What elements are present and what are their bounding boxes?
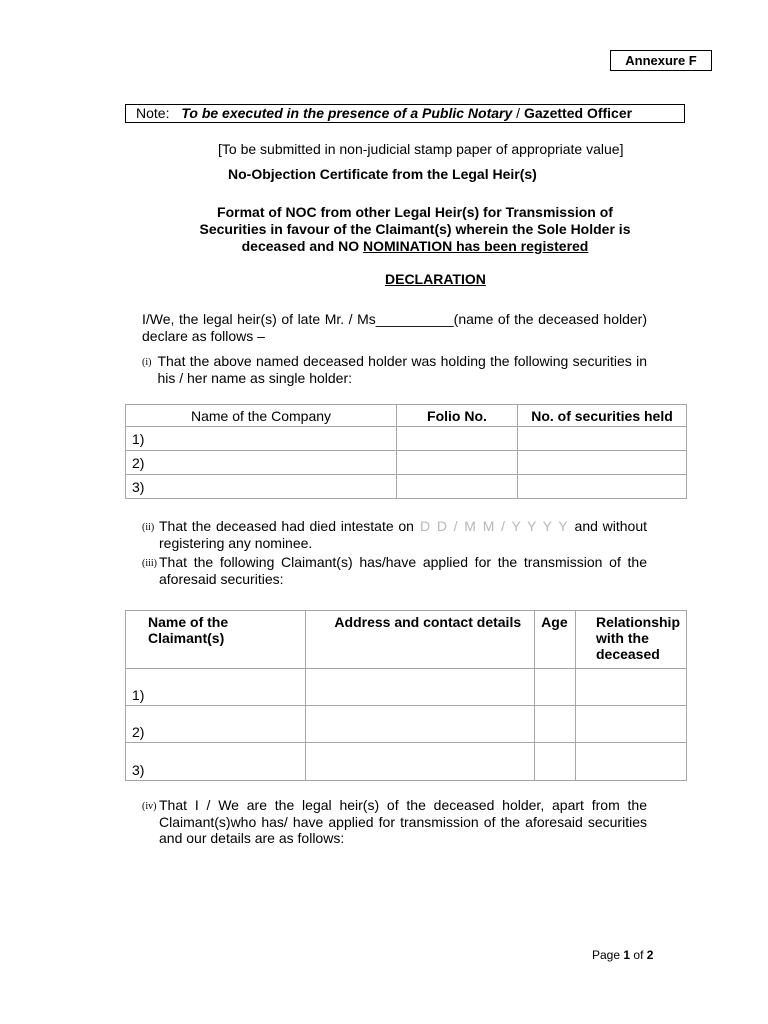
row-number: 2) [126, 706, 306, 743]
item-1-text: That the above named deceased holder was holding the following securities in his / her name as single holder: [157, 353, 647, 386]
item-3-text: That the following Claimant(s) has/have applied for the transmission of the aforesaid securities: [159, 554, 647, 587]
item-2 [142, 518, 647, 551]
item-3-number: (iii) [142, 558, 157, 569]
note-separator: / [512, 105, 524, 121]
row-number: 3) [126, 743, 306, 781]
relationship-cell[interactable] [575, 669, 686, 706]
table-row [126, 427, 687, 451]
col-securities-held: No. of securities held [518, 405, 687, 427]
folio-cell[interactable] [397, 451, 518, 475]
item-3 [142, 554, 647, 587]
item-2-text-1: That the deceased had died intestate on [159, 518, 414, 534]
note-label: Note: [136, 105, 170, 121]
col-folio-no: Folio No. [397, 405, 518, 427]
page-current: 1 [623, 948, 631, 962]
item-4-number: (iv) [142, 801, 157, 812]
page-total: 2 [646, 948, 654, 962]
row-number: 3) [126, 475, 397, 499]
item-4-text: That I / We are the legal heir(s) of the deceased holder, apart from the Claimant(s)who has/ have applied for transmission of the aforesaid securities and our details are as follows: [159, 797, 647, 846]
col-relationship: Relationship with the deceased [575, 611, 686, 669]
item-1-number: (i) [142, 357, 152, 368]
securities-cell[interactable] [518, 451, 687, 475]
relationship-cell[interactable] [575, 706, 686, 743]
format-line-3-underlined: NOMINATION has been registered [363, 238, 589, 254]
page-number [592, 948, 653, 962]
row-number: 1) [126, 427, 397, 451]
age-cell[interactable] [535, 669, 576, 706]
col-company-name: Name of the Company [126, 405, 397, 427]
col-address: Address and contact details [306, 611, 535, 669]
note-box [125, 104, 685, 123]
table-row [126, 451, 687, 475]
address-cell[interactable] [306, 669, 535, 706]
format-line-3-prefix: deceased and NO [241, 238, 364, 254]
intro-paragraph [142, 311, 647, 344]
securities-table [125, 404, 687, 499]
item-2-number: (ii) [142, 522, 155, 533]
relationship-cell[interactable] [575, 743, 686, 781]
folio-cell[interactable] [397, 427, 518, 451]
note-officer: Gazetted Officer [523, 105, 633, 121]
intro-text-1: I/We, the legal heir(s) of late Mr. / Ms [142, 311, 376, 327]
col-age: Age [535, 611, 576, 669]
age-cell[interactable] [535, 743, 576, 781]
table-row [126, 669, 687, 706]
table-row [126, 743, 687, 781]
declaration-heading: DECLARATION [385, 271, 486, 287]
claimants-header-row [126, 611, 687, 669]
intro-text-2: (name of the deceased holder) declare as follows – [142, 311, 647, 344]
address-cell[interactable] [306, 706, 535, 743]
securities-cell[interactable] [518, 427, 687, 451]
row-number: 2) [126, 451, 397, 475]
item-4 [142, 797, 647, 847]
securities-header-row [126, 405, 687, 427]
claimants-table [125, 610, 687, 781]
note-italic-text: To be executed in the presence of a Public Notary [181, 105, 513, 121]
format-line-2: Securities in favour of the Claimant(s) wherein the Sole Holder is [199, 221, 631, 237]
format-line-1: Format of NOC from other Legal Heir(s) for Transmission of [217, 204, 613, 220]
folio-cell[interactable] [397, 475, 518, 499]
row-number: 1) [126, 669, 306, 706]
page-label: Page [592, 948, 621, 962]
format-heading [190, 204, 640, 255]
item-1 [142, 353, 647, 386]
annexure-label: Annexure F [610, 50, 712, 71]
col-claimant-name: Name of the Claimant(s) [126, 611, 306, 669]
noc-title: No-Objection Certificate from the Legal Heir(s) [228, 166, 537, 182]
page-of-label: of [633, 948, 644, 962]
item-2-text-2: and without registering any nominee. [159, 518, 648, 551]
name-blank[interactable]: __________ [375, 311, 454, 327]
stamp-instruction: [To be submitted in non-judicial stamp paper of appropriate value] [218, 141, 624, 157]
format-line-3 [190, 238, 640, 255]
address-cell[interactable] [306, 743, 535, 781]
table-row [126, 706, 687, 743]
securities-cell[interactable] [518, 475, 687, 499]
age-cell[interactable] [535, 706, 576, 743]
date-field[interactable]: D D / M M / Y Y Y Y [419, 518, 569, 534]
table-row [126, 475, 687, 499]
